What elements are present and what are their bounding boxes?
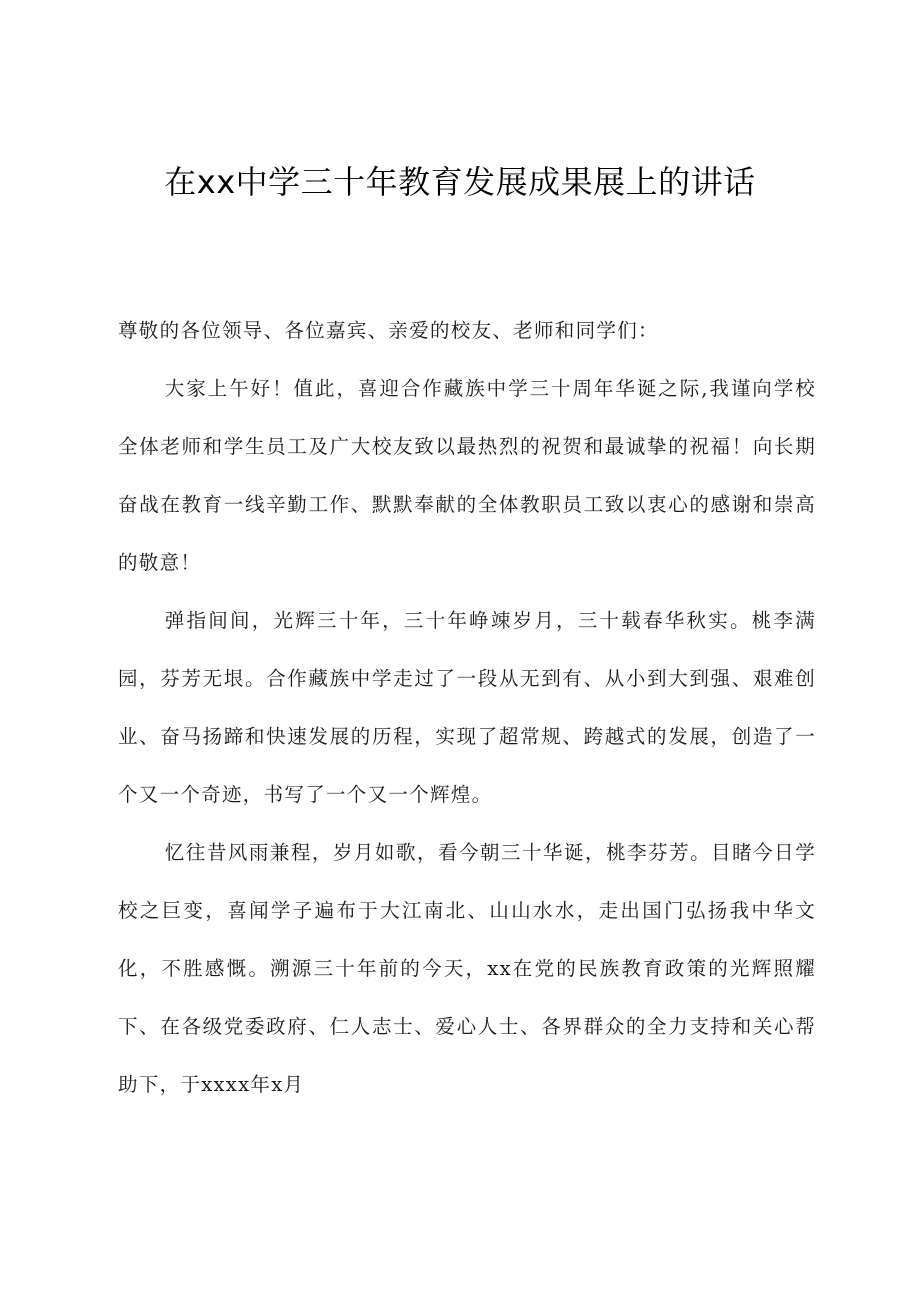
salutation: 尊敬的各位领导、各位嘉宾、亲爱的校友、老师和同学们： xyxy=(118,319,659,342)
paragraph-2: 弹指间间，光辉三十年，三十年峥竦岁月，三十载春华秋实。桃李满园，芬芳无垠。合作藏族中学走过了一段从无到有、从小到大到强、艰难创业、奋马扬蹄和快速发展的历程，实现了超常规、跨越式的发展，创造了一个又一个奇迹，书写了一个又一个辉煌。 xyxy=(118,609,816,806)
paragraph-1: 大家上午好！值此，喜迎合作藏族中学三十周年华诞之际,我谨向学校全体老师和学生员工及广大校友致以最热烈的祝贺和最诚挚的祝福！向长期奋战在教育一线辛勤工作、默默奉献的全体教职员工致以衷心的感谢和崇高的敬意！ xyxy=(118,377,816,574)
document-body xyxy=(118,302,816,1114)
document-title: 在xx中学三十年教育发展成果展上的讲话 xyxy=(164,163,756,201)
paragraph-3: 忆往昔风雨兼程，岁月如歌，看今朝三十华诞，桃李芬芳。目睹今日学校之巨变，喜闻学子遍布于大江南北、山山水水，走出国门弘扬我中华文化，不胜感慨。溯源三十年前的今天，xx在党的民族教育政策的光辉照耀下、在各级党委政府、仁人志士、爱心人士、各界群众的全力支持和关心帮助下，于xxxx年x月 xyxy=(118,841,816,1096)
